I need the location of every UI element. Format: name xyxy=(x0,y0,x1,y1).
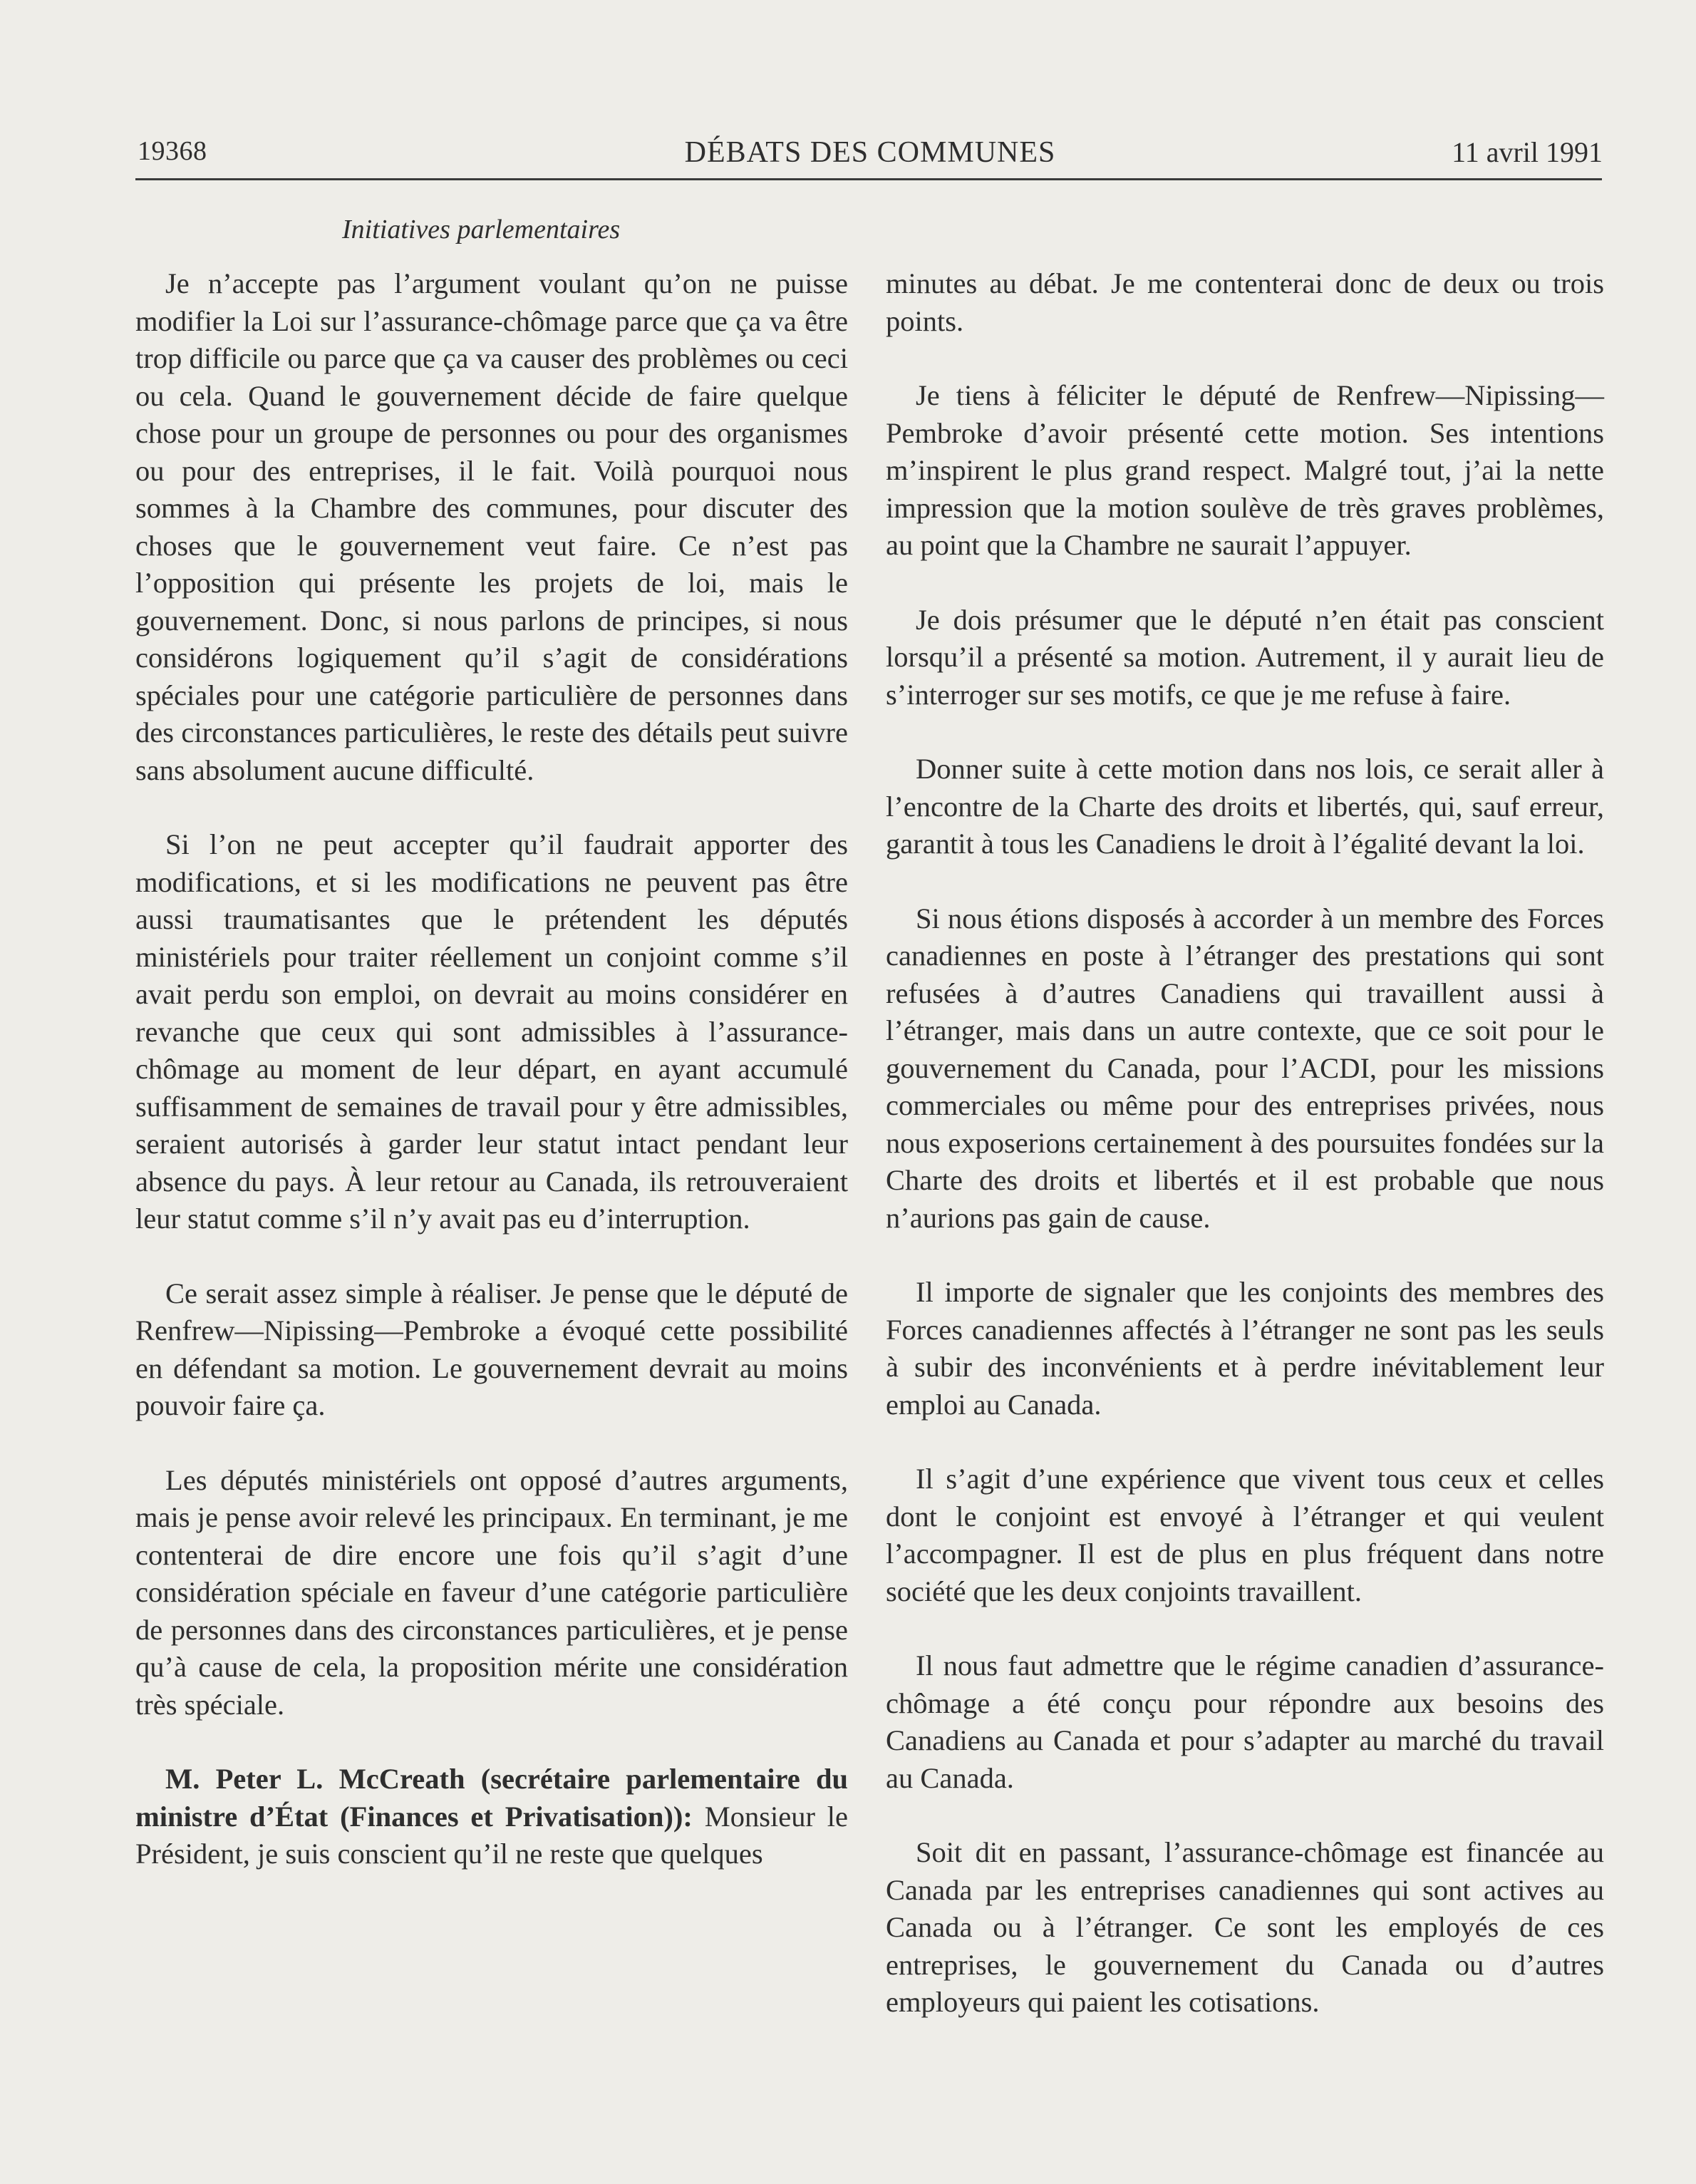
publication-date: 11 avril 1991 xyxy=(1452,136,1603,168)
paragraph: minutes au débat. Je me contenterai donc de deux ou trois points. xyxy=(886,267,1604,337)
page-number: 19368 xyxy=(138,136,207,166)
paragraph: Je tiens à féliciter le député de Renfrew—Nipissing—Pembroke d’avoir présenté cette motion. Ses intentions m’inspirent le plus grand respect. Malgré tout, j’ai la nette impression que la motion soulève de très graves problèmes, au point que la Chambre ne saurait l’appuyer. xyxy=(886,379,1604,561)
paragraph: Je dois présumer que le député n’en était pas conscient lorsqu’il a présenté sa motion. Autrement, il y aurait lieu de s’interroger sur ses motifs, ce que je me refuse à faire. xyxy=(886,603,1604,711)
left-column xyxy=(135,265,848,1910)
speaker-paragraph xyxy=(135,1761,848,1873)
paragraph: Si l’on ne peut accepter qu’il faudrait apporter des modifications, et si les modifications ne peuvent pas être aussi traumatisantes que le prétendent les députés ministériels pour traiter réellement un conjoint comme s’il avait perdu son emploi, on devrait au moins considérer en revanche que ceux qui sont admissibles à l’assurance-chômage au moment de leur départ, en ayant accumulé suffisamment de semaines de travail pour y être admissibles, seraient autorisés à garder leur statut intact pendant leur absence du pays. À leur retour au Canada, ils retrouveraient leur statut comme s’il n’y avait pas eu d’interruption. xyxy=(135,828,848,1235)
right-column xyxy=(886,265,1604,2059)
paragraph: Je n’accepte pas l’argument voulant qu’on ne puisse modifier la Loi sur l’assurance-chômage parce que ça va être trop difficile ou parce que ça va causer des problèmes ou ceci ou cela. Quand le gouvernement décide de faire quelque chose pour un groupe de personnes ou pour des organismes ou pour des entreprises, il le fait. Voilà pourquoi nous sommes à la Chambre des communes, pour discuter des choses que le gouvernement veut faire. Ce n’est pas l’opposition qui présente les projets de loi, mais le gouvernement. Donc, si nous parlons de principes, si nous considérons logiquement qu’il s’agit de considérations spéciales pour une catégorie particulière de personnes dans des circonstances particulières, le reste des détails peut suivre sans absolument aucune difficulté. xyxy=(135,267,848,786)
paragraph: Donner suite à cette motion dans nos lois, ce serait aller à l’encontre de la Charte des droits et libertés, qui, sauf erreur, garantit à tous les Canadiens le droit à l’égalité devant la loi. xyxy=(886,753,1604,860)
paragraph: Si nous étions disposés à accorder à un membre des Forces canadiennes en poste à l’étranger des prestations qui sont refusées à d’autres Canadiens qui travaillent aussi à l’étranger, mais dans un autre contexte, que ce soit pour le gouvernement du Canada, pour l’ACDI, pour les missions commerciales ou même pour des entreprises privées, nous nous exposerions certainement à des poursuites fondées sur la Charte des droits et libertés et il est probable que nous n’aurions pas gain de cause. xyxy=(886,902,1604,1234)
paragraph: Il s’agit d’une expérience que vivent tous ceux et celles dont le conjoint est envoyé à l’étranger et qui veulent l’accompagner. Il est de plus en plus fréquent dans notre société que les deux conjoints travaillent. xyxy=(886,1463,1604,1607)
paragraph: Soit dit en passant, l’assurance-chômage est financée au Canada par les entreprises canadiennes qui sont actives au Canada ou à l’étranger. Ce sont les employés de ces entreprises, le gouvernement du Canada ou d’autres employeurs qui paient les cotisations. xyxy=(886,1836,1604,2018)
paragraph: Il importe de signaler que les conjoints des membres des Forces canadiennes affectés à l’étranger ne sont pas les seuls à subir des inconvénients et à perdre inévitablement leur emploi au Canada. xyxy=(886,1276,1604,1421)
speech-text: Monsieur le Président, je suis conscient qu’il ne reste que quelques xyxy=(135,1800,849,1870)
publication-title: DÉBATS DES COMMUNES xyxy=(684,136,1056,169)
speaker-name: M. Peter L. McCreath (secrétaire parlementaire du ministre d’État (Finances et Privatisation)): xyxy=(135,1763,848,1833)
section-label: Initiatives parlementaires xyxy=(342,215,621,244)
page-header xyxy=(138,135,1603,178)
header-rule xyxy=(135,178,1602,180)
paragraph: Ce serait assez simple à réaliser. Je pense que le député de Renfrew—Nipissing—Pembroke a évoqué cette possibilité en défendant sa motion. Le gouvernement devrait au moins pouvoir faire ça. xyxy=(135,1277,848,1421)
paragraph: Il nous faut admettre que le régime canadien d’assurance-chômage a été conçu pour répondre aux besoins des Canadiens au Canada et pour s’adapter au marché du travail au Canada. xyxy=(886,1649,1604,1794)
paragraph: Les députés ministériels ont opposé d’autres arguments, mais je pense avoir relevé les principaux. En terminant, je me contenterai de dire encore une fois qu’il s’agit d’une considération spéciale en faveur d’une catégorie particulière de personnes dans des circonstances particulières, et je pense qu’à cause de cela, la proposition mérite une considération très spéciale. xyxy=(135,1463,848,1721)
